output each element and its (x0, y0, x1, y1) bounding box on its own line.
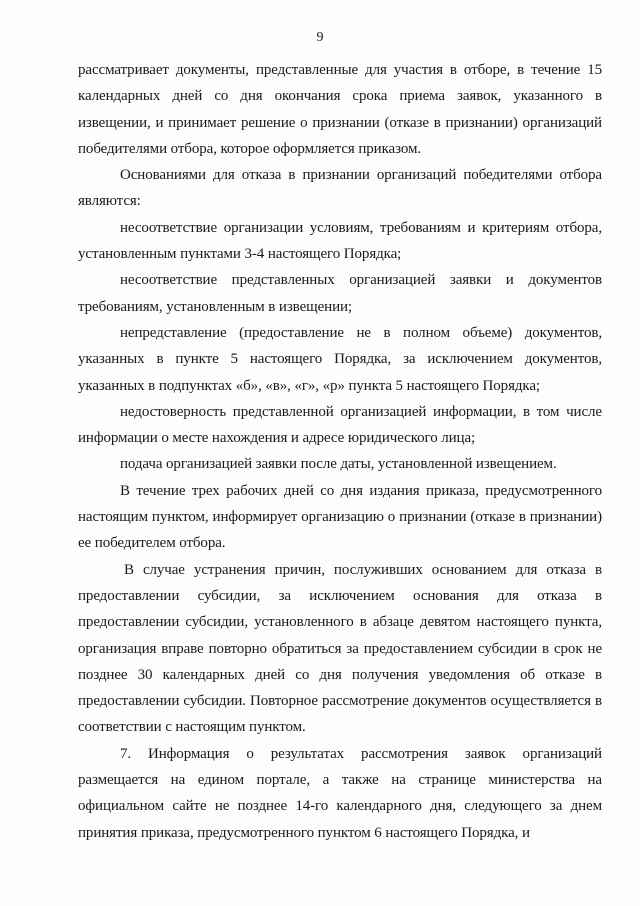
document-body (78, 57, 602, 846)
page-number: 9 (316, 30, 324, 45)
paragraph-review-decision: рассматривает документы, представленные для участия в отборе, в течение 15 календарных дней со дня окончания срока приема заявок, указанного в извещении, и принимает решение о признании (отказе в признании) организаций победителями отбора, которое оформляется приказом. (78, 62, 602, 157)
paragraph-ground-application-mismatch: несоответствие представленных организацией заявки и документов требованиям, установленным в извещении; (78, 272, 602, 315)
paragraph-item-7-publication: 7. Информация о результатах рассмотрения заявок организаций размещается на едином портале, а также на странице министерства на официальном сайте не позднее 14-го календарного дня, следующего за днем принятия приказа, предусмотренного пунктом 6 настоящего Порядка, и (78, 745, 602, 841)
paragraph-ground-missing-documents: непредставление (предоставление не в полном объеме) документов, указанных в пункте 5 настоящего Порядка, за исключением документов, указанных в подпунктах «б», «в», «г», «р» пункта 5 настоящего Порядка; (78, 324, 602, 394)
paragraph-ground-false-information: недостоверность представленной организацией информации, в том числе информации о месте нахождения и адресе юридического лица; (78, 403, 602, 447)
paragraph-reapplication: В случае устранения причин, послуживших основанием для отказа в предоставлении субсидии, за исключением основания для отказа в предоставлении субсидии, установленного в абзаце девятом настоящего пункта, организация вправе повторно обратиться за предоставлением субсидии в срок не позднее 30 календарных дней со дня получения уведомления об отказе в предоставлении субсидии. Повторное рассмотрение документов осуществляется в соответствии с настоящим пунктом. (78, 561, 602, 736)
paragraph-ground-late-submission: подача организацией заявки после даты, установленной извещением. (120, 456, 557, 473)
paragraph-notification: В течение трех рабочих дней со дня издания приказа, предусмотренного настоящим пунктом, информирует организацию о признании (отказе в признании) ее победителем отбора. (78, 482, 602, 552)
paragraph-refusal-grounds-intro: Основаниями для отказа в признании организаций победителями отбора являются: (78, 167, 602, 210)
paragraph-ground-noncompliance: несоответствие организации условиям, требованиям и критериям отбора, установленным пунктами 3-4 настоящего Порядка; (78, 219, 602, 263)
